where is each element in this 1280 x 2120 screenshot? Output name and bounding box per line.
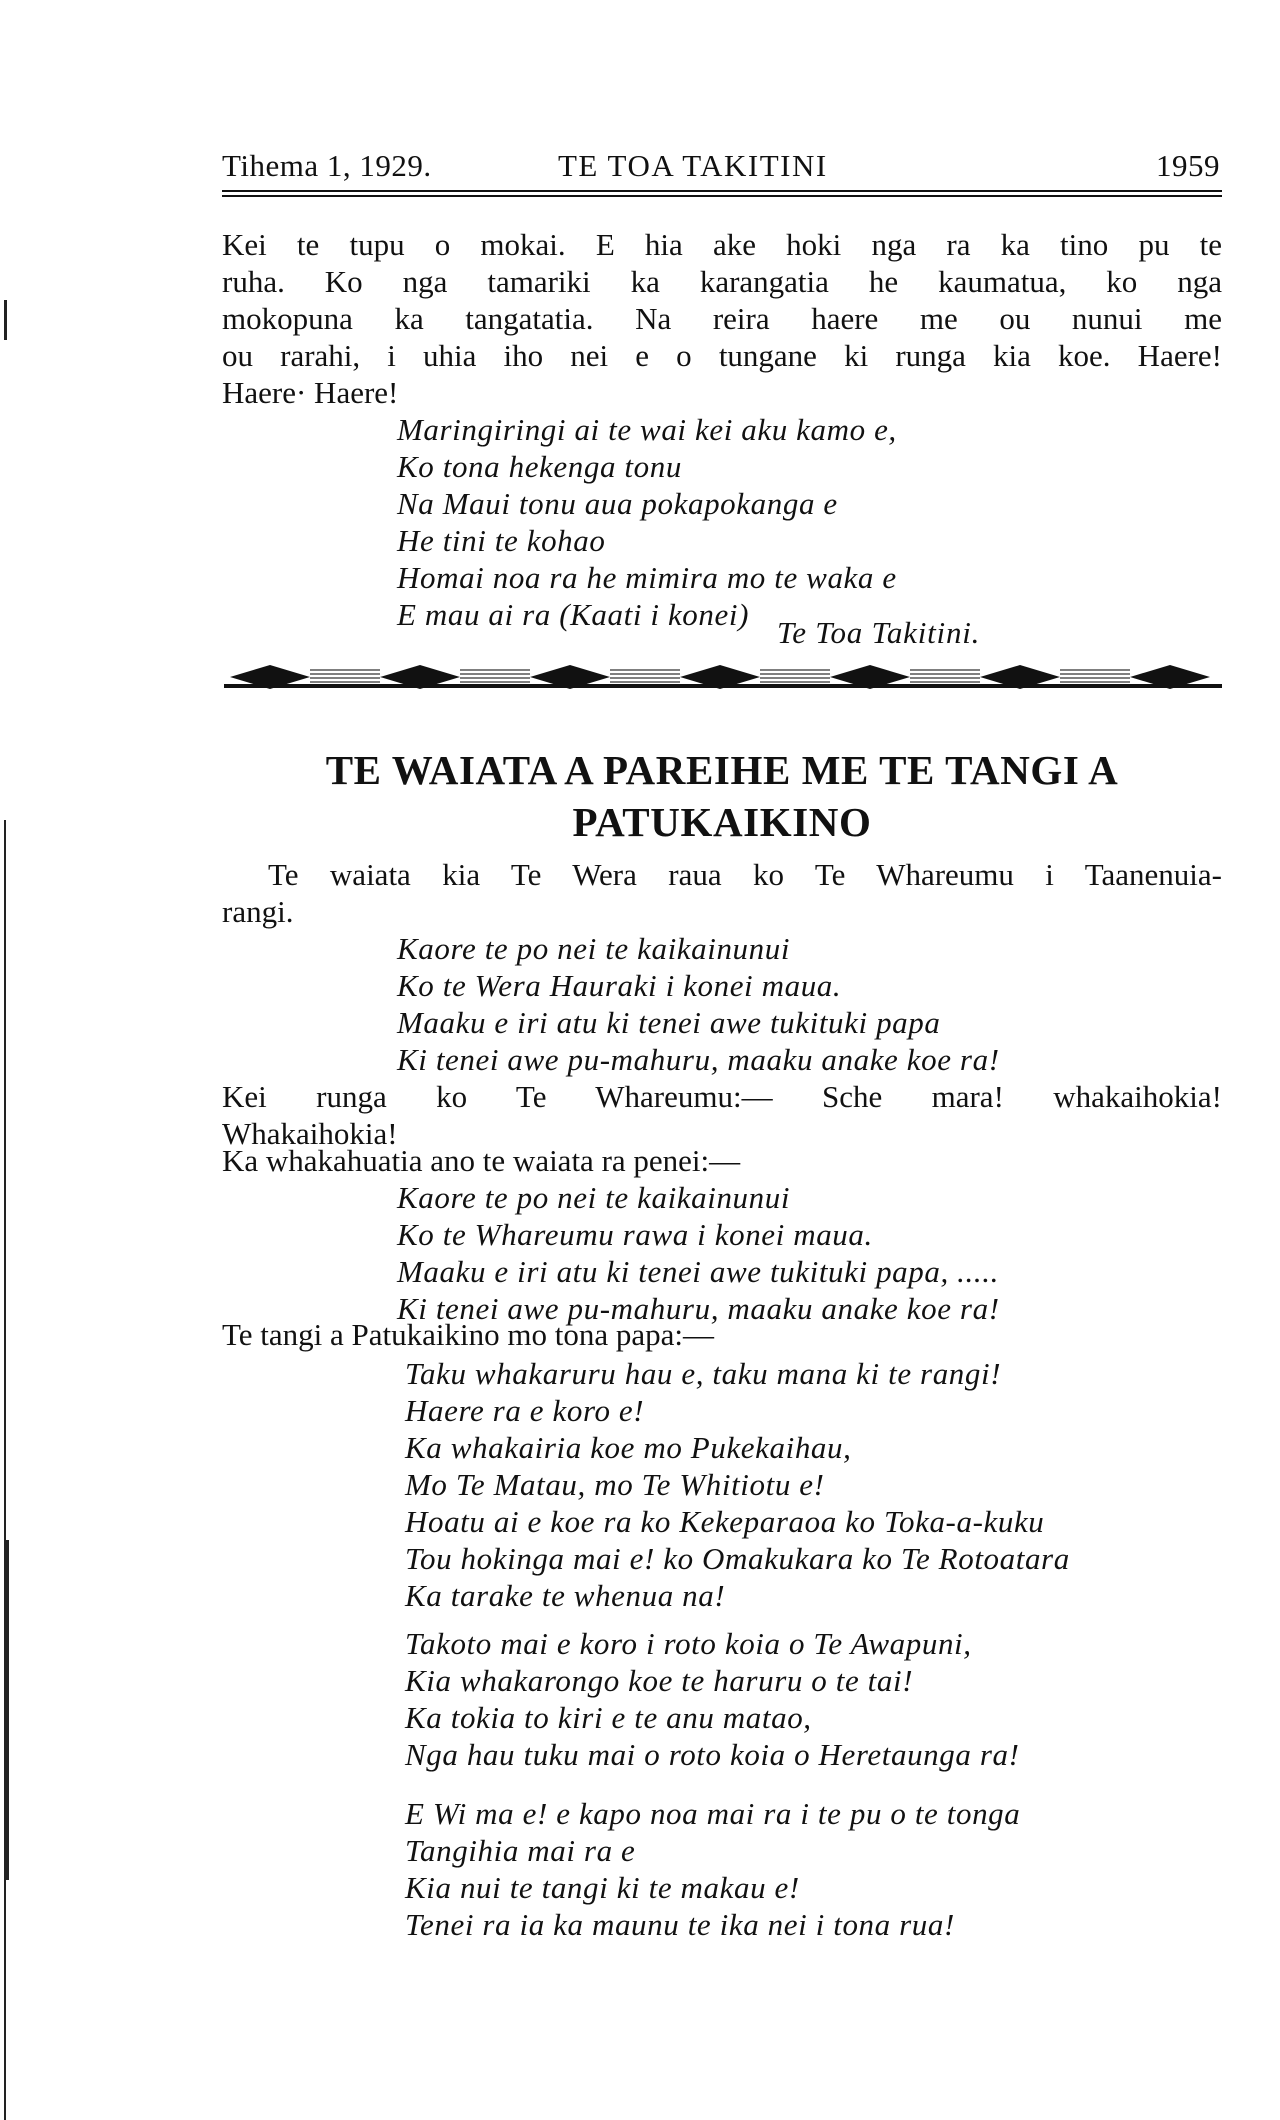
tangi-stanza-1 (405, 1355, 1070, 1614)
prose-line: Te waiata kia Te Wera raua ko Te Whareumu i Taanenuia- (268, 857, 1222, 892)
article-title-line: TE WAIATA A PAREIHE ME TE TANGI A (325, 747, 1119, 793)
verse-line: Ki tenei awe pu-mahuru, maaku anake koe ra! (397, 1042, 1000, 1077)
binding-edge-mark (4, 300, 7, 340)
verse-line: Nga hau tuku mai o roto koia o Heretaunga ra! (405, 1737, 1020, 1772)
waiata-verse-1 (397, 930, 1000, 1078)
header-rule (222, 190, 1222, 197)
verse-line: Tou hokinga mai e! ko Omakukara ko Te Rotoatara (405, 1541, 1070, 1576)
verse-line: Mo Te Matau, mo Te Whitiotu e! (405, 1467, 825, 1502)
page-number: 1959 (1156, 148, 1220, 183)
tangi-stanza-2 (405, 1625, 1020, 1773)
prose-line: Te tangi a Patukaikino mo tona papa:— (222, 1317, 714, 1352)
verse-line: Ka tarake te whenua na! (405, 1578, 726, 1613)
running-head (222, 148, 1222, 188)
verse-line: Taku whakaruru hau e, taku mana ki te rangi! (405, 1356, 1002, 1391)
prose-line: Kei runga ko Te Whareumu:— Sche mara! whakaihokia! (222, 1079, 1222, 1114)
repeat-intro (222, 1142, 1222, 1179)
prose-line: rangi. (222, 894, 294, 929)
verse-line: Maringiringi ai te wai kei aku kamo e, (397, 412, 897, 447)
tangi-intro (222, 1316, 1222, 1353)
signature: Te Toa Takitini. (777, 615, 981, 650)
binding-edge-mark (4, 820, 6, 2120)
prose-line: Whakaihokia! (222, 1116, 398, 1151)
prose-line: ruha. Ko nga tamariki ka karangatia he kaumatua, ko nga (222, 264, 1222, 299)
verse-line: Ka tokia to kiri e te anu matao, (405, 1700, 812, 1735)
verse-line: Maaku e iri atu ki tenei awe tukituki papa, ..... (397, 1254, 999, 1289)
tangi-stanza-3 (405, 1795, 1020, 1943)
verse-line: Ko tona hekenga tonu (397, 449, 682, 484)
article-intro (222, 856, 1222, 930)
prose-line: mokopuna ka tangatatia. Na reira haere me ou nunui me (222, 301, 1222, 336)
verse-line: Ko te Wera Hauraki i konei maua. (397, 968, 842, 1003)
opening-verse (397, 411, 897, 633)
verse-line: Haere ra e koro e! (405, 1393, 645, 1428)
verse-line: Kaore te po nei te kaikainunui (397, 931, 791, 966)
verse-line: Kia whakarongo koe te haruru o te tai! (405, 1663, 914, 1698)
binding-edge-mark (4, 1540, 9, 1880)
verse-line: Ka whakairia koe mo Pukekaihau, (405, 1430, 852, 1465)
verse-line: Kia nui te tangi ki te makau e! (405, 1870, 800, 1905)
article-title (222, 744, 1222, 848)
verse-line: Takoto mai e koro i roto koia o Te Awapuni, (405, 1626, 972, 1661)
verse-line: Kaore te po nei te kaikainunui (397, 1180, 791, 1215)
prose-line: Ka whakahuatia ano te waiata ra penei:— (222, 1143, 741, 1178)
verse-line: He tini te kohao (397, 523, 606, 558)
verse-line: Ki tenei awe pu-mahuru, maaku anake koe ra! (397, 1291, 1000, 1326)
prose-line: Kei te tupu o mokai. E hia ake hoki nga ra ka tino pu te (222, 227, 1222, 262)
opening-prose (222, 226, 1222, 411)
article-title-line: PATUKAIKINO (572, 799, 872, 845)
verse-line: E Wi ma e! e kapo noa mai ra i te pu o te tonga (405, 1796, 1021, 1831)
verse-line: Na Maui tonu aua pokapokanga e (397, 486, 838, 521)
running-head-date: Tihema 1, 1929. (222, 148, 432, 183)
verse-line: Tenei ra ia ka maunu te ika nei i tona rua! (405, 1907, 955, 1942)
verse-line: Ko te Whareumu rawa i konei maua. (397, 1217, 873, 1252)
waiata-verse-2 (397, 1179, 1000, 1327)
prose-line: Haere· Haere! (222, 375, 399, 410)
verse-line: Maaku e iri atu ki tenei awe tukituki papa (397, 1005, 941, 1040)
whareumu-response (222, 1078, 1222, 1152)
prose-line: ou rarahi, i uhia iho nei e o tungane ki runga kia koe. Haere! (222, 338, 1222, 373)
verse-line: E mau ai ra (Kaati i konei) (397, 597, 749, 632)
running-head-title: TE TOA TAKITINI (558, 148, 828, 183)
verse-line: Tangihia mai ra e (405, 1833, 636, 1868)
ornament-rule (224, 684, 1222, 688)
verse-line: Hoatu ai e koe ra ko Kekeparaoa ko Toka-a-kuku (405, 1504, 1045, 1539)
verse-line: Homai noa ra he mimira mo te waka e (397, 560, 897, 595)
